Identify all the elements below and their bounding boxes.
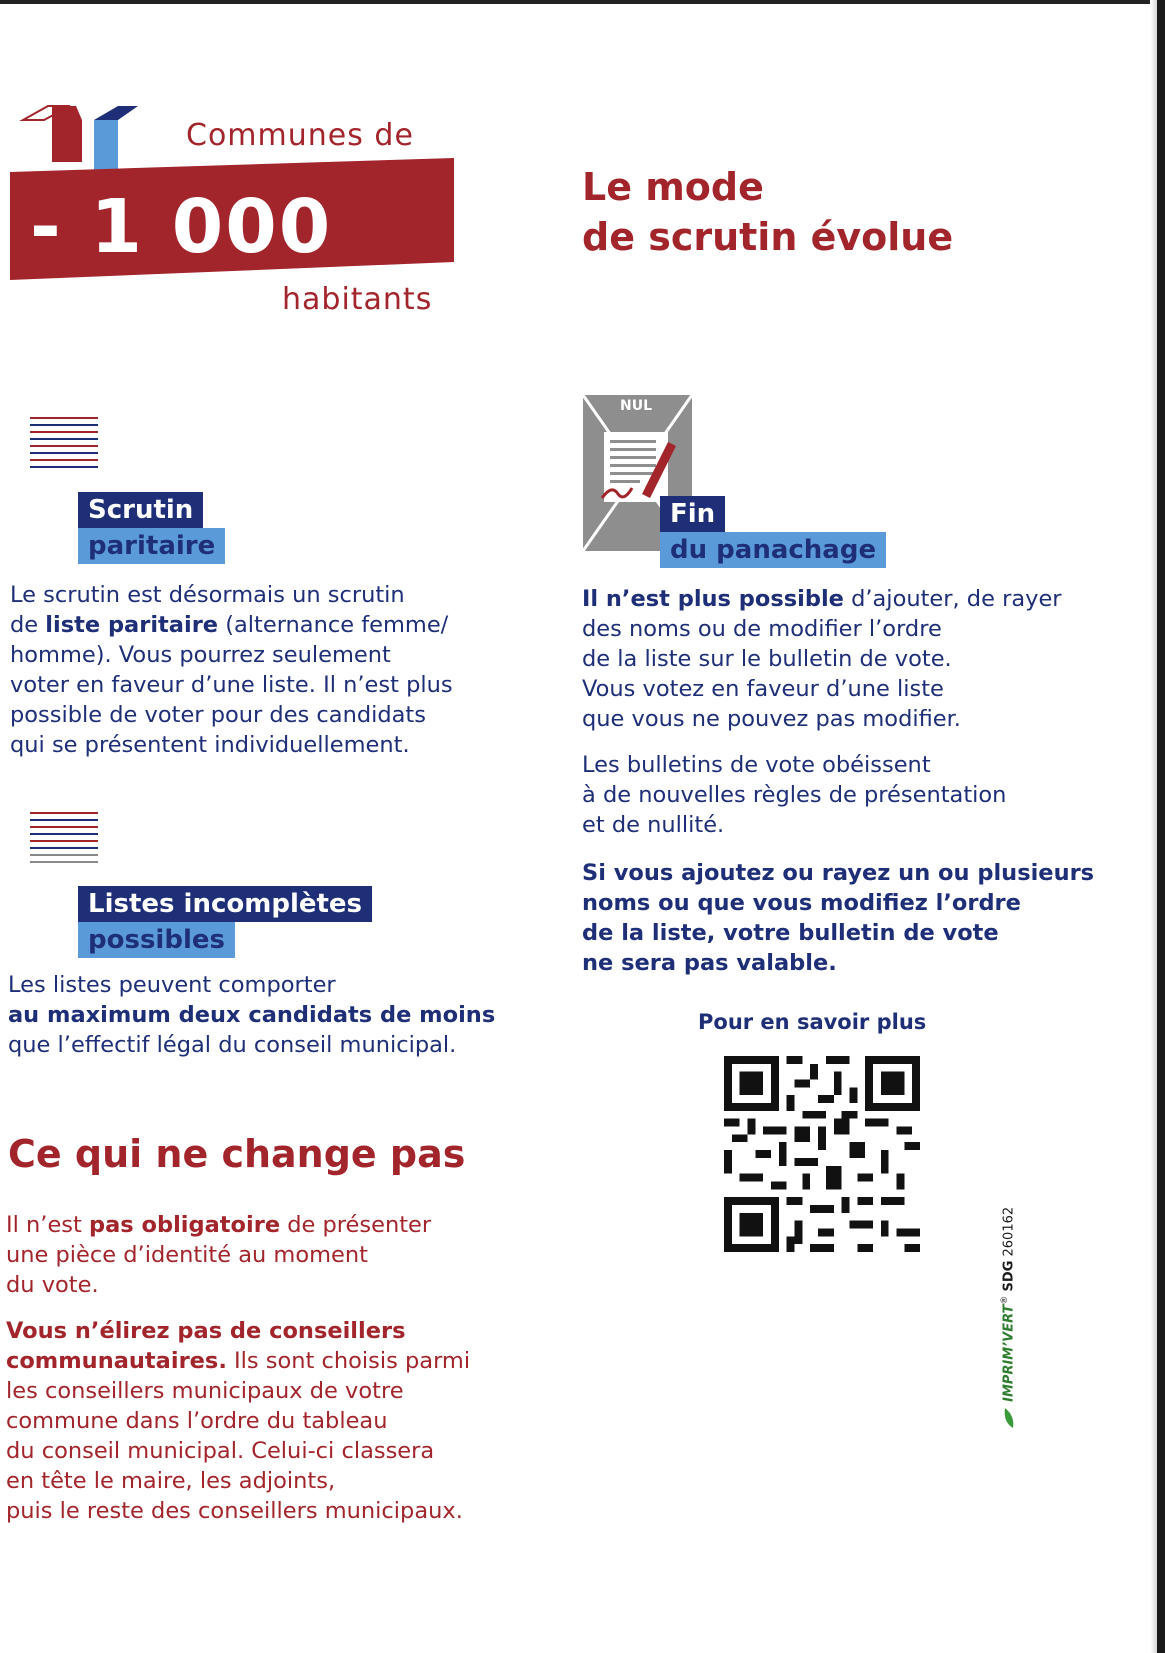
qr-label: Pour en savoir plus [698,1010,927,1034]
imprim-reg: ® [1000,1295,1010,1305]
conseillers-paragraph [6,1316,516,1526]
identite-line-2: une pièce d’identité au moment [6,1242,368,1268]
big-number: - 1 000 [30,184,333,270]
panachage-paragraph-1 [582,584,1102,734]
tag-scrutin: Scrutin [78,492,203,528]
communes-label: Communes de [186,118,414,153]
paritaire-line-6: qui se présentent individuellement. [10,732,410,758]
qr-code-icon[interactable] [724,1056,920,1252]
page-title [582,162,953,262]
conseillers-line-5: du conseil municipal. Celui-ci classera [6,1438,435,1464]
scan-right-shadow [1150,0,1157,1653]
scan-top-edge [0,0,1165,4]
listes-paragraph [8,970,508,1060]
paritaire-line-2: de liste paritaire (alternance femme/ [10,612,449,638]
tag-possibles: possibles [78,922,235,958]
bulletins-line-2: à de nouvelles règles de présentation [582,782,1007,808]
striped-lines-icon [30,415,100,475]
section-title-ne-change-pas: Ce qui ne change pas [8,1132,466,1176]
paritaire-line-3: homme). Vous pourrez seulement [10,642,391,668]
title-line-2: de scrutin évolue [582,215,954,259]
tag-listes-incompletes: Listes incomplètes [78,886,372,922]
warning-line-1: Si vous ajoutez ou rayez un ou plusieurs [582,860,1095,886]
bulletins-line-1: Les bulletins de vote obéissent [582,752,931,778]
tag-fin: Fin [660,496,725,532]
identite-paragraph [6,1210,506,1300]
bulletins-line-3: et de nullité. [582,812,725,838]
imprim-vert-label [1000,1206,1024,1430]
title-line-1: Le mode [582,165,764,209]
imprim-text: IMPRIM’VERT [1001,1304,1017,1402]
tag-du-panachage: du panachage [660,532,886,568]
tag-paritaire: paritaire [78,528,225,564]
panachage-line-5: que vous ne pouvez pas modifier. [582,706,961,732]
paritaire-line-1: Le scrutin est désormais un scrutin [10,582,405,608]
paritaire-line-5: possible de voter pour des candidats [10,702,426,728]
habitants-label: habitants [282,282,433,317]
panachage-paragraph-3 [582,858,1122,978]
panachage-line-3: de la liste sur le bulletin de vote. [582,646,952,672]
listes-line-3: que l’effectif légal du conseil municipal. [8,1032,457,1058]
conseillers-line-7: puis le reste des conseillers municipaux. [6,1498,463,1524]
panachage-paragraph-2 [582,750,1102,840]
warning-line-2: noms ou que vous modifiez l’ordre [582,890,1021,916]
conseillers-line-2: communautaires. Ils sont choisis parmi [6,1348,471,1374]
panachage-line-1: Il n’est plus possible d’ajouter, de rayer [582,586,1062,612]
paritaire-paragraph [10,580,500,760]
scan-right-edge [1157,0,1165,1653]
warning-line-4: ne sera pas valable. [582,950,837,976]
panachage-line-2: des noms ou de modifier l’ordre [582,616,942,642]
identite-line-3: du vote. [6,1272,99,1298]
listes-line-1: Les listes peuvent comporter [8,972,336,998]
paritaire-line-4: voter en faveur d’une liste. Il n’est plus [10,672,453,698]
panachage-line-4: Vous votez en faveur d’une liste [582,676,944,702]
identite-line-1: Il n’est pas obligatoire de présenter [6,1212,432,1238]
warning-line-3: de la liste, votre bulletin de vote [582,920,999,946]
sdg-code: 260162 [1001,1206,1017,1257]
nul-label: NUL [620,398,653,414]
incomplete-list-icon [30,810,100,870]
conseillers-line-4: commune dans l’ordre du tableau [6,1408,388,1434]
leaf-icon [1003,1406,1015,1430]
conseillers-line-3: les conseillers municipaux de votre [6,1378,404,1404]
conseillers-line-6: en tête le maire, les adjoints, [6,1468,336,1494]
sdg-text: SDG [1001,1260,1017,1292]
conseillers-line-1: Vous n’élirez pas de conseillers [6,1318,406,1344]
listes-line-2: au maximum deux candidats de moins [8,1002,496,1028]
